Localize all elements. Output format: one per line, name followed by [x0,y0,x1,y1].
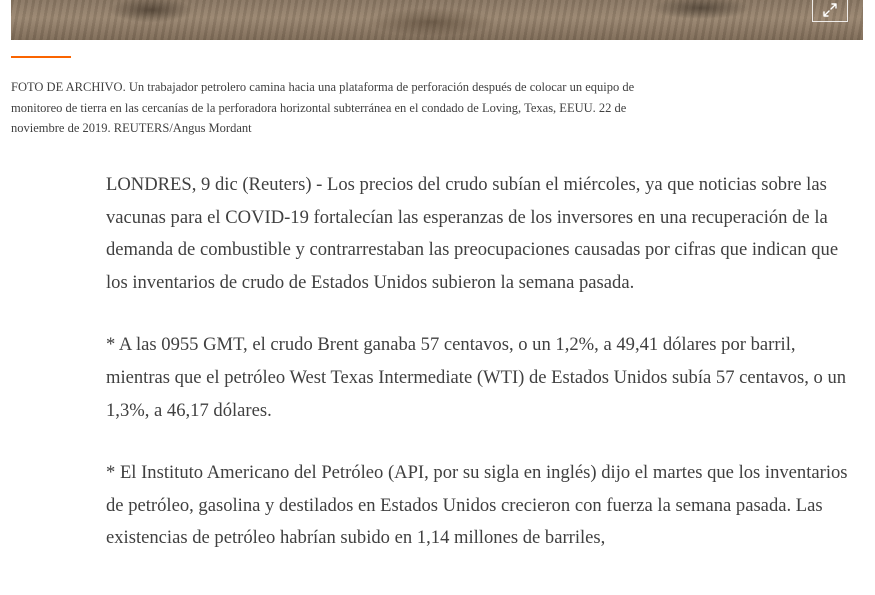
expand-photo-button[interactable] [812,0,848,22]
article-paragraph: LONDRES, 9 dic (Reuters) - Los precios del crudo subían el miércoles, ya que noticias sobre las vacunas para el COVID-19 fortalecían las esperanzas de los inversores en una recuperación de la demanda de combustible y contrarrestaban las preocupaciones causadas por cifras que indican que los inventarios de crudo de Estados Unidos subieron la semana pasada. [106,174,839,293]
article-paragraph: * El Instituto Americano del Petróleo (API, por su sigla en inglés) dijo el martes que los inventarios de petróleo, gasolina y destilados en Estados Unidos crecieron con fuerza la semana pasada. Las existencias de petróleo habrían subido en 1,14 millones de barriles, [106,462,848,549]
caption-accent-rule [11,56,71,58]
article-photo [11,0,863,40]
article-paragraph: * A las 0955 GMT, el crudo Brent ganaba 57 centavos, o un 1,2%, a 49,41 dólares por barril, mientras que el petróleo West Texas Intermediate (WTI) de Estados Unidos subía 57 centavos, o un 1,3%, a 46,17 dólares. [106,334,847,421]
expand-arrows-icon [822,2,838,18]
photo-caption: FOTO DE ARCHIVO. Un trabajador petrolero camina hacia una plataforma de perforación después de colocar un equipo de monitoreo de tierra en las cercanías de la perforadora horizontal subterránea en el condado de Loving, Texas, EEUU. 22 de noviembre de 2019. REUTERS/Angus Mordant [11,80,635,135]
article-body [106,169,854,585]
